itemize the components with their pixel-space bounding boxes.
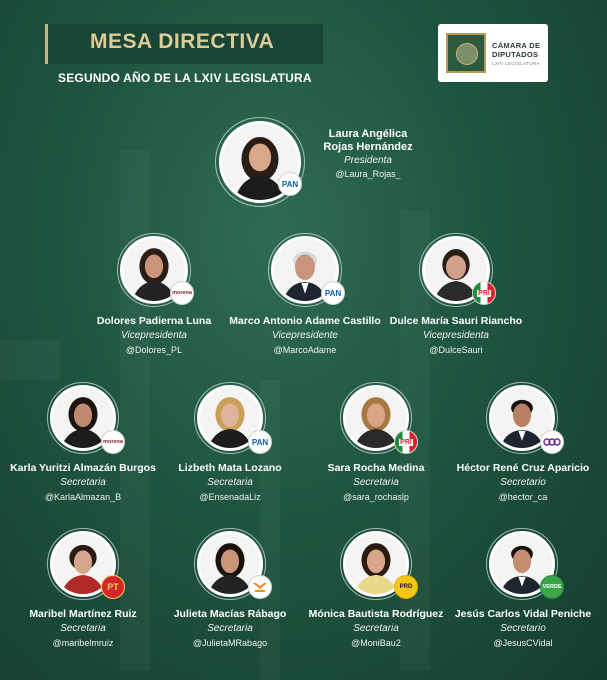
secretary-handle[interactable]: @sara_rochaslp: [343, 492, 409, 502]
secretary-name: Mónica Bautista Rodríguez: [308, 608, 444, 620]
page-subtitle: SEGUNDO AÑO DE LA LXIV LEGISLATURA: [58, 71, 312, 85]
secretary-handle[interactable]: @JesusCVidal: [493, 638, 553, 648]
president-role: Presidenta: [344, 155, 392, 166]
morena-logo-icon: morena: [170, 281, 194, 305]
secretary-role: Secretaria: [353, 477, 399, 488]
secretary-role: Secretaria: [207, 477, 253, 488]
secretary-name: Karla Yuritzi Almazán Burgos: [10, 462, 156, 474]
logo-text-line1: CÁMARA DE: [492, 41, 541, 50]
secretary-handle[interactable]: @JulietaMRabago: [192, 638, 268, 648]
pan-logo-icon: PAN: [321, 281, 345, 305]
vicepresident-name: Dolores Padierna Luna: [96, 315, 212, 327]
president-handle[interactable]: @Laura_Rojas_: [335, 169, 401, 179]
pan-logo-icon: PAN: [248, 430, 272, 454]
encuentro-social-logo-icon: [540, 430, 564, 454]
president-name: Laura Angélica: [328, 128, 408, 140]
pri-logo-icon: PRI: [472, 281, 496, 305]
vicepresident-name: Dulce María Sauri Riancho: [389, 315, 523, 327]
secretary-name: Sara Rocha Medina: [327, 462, 425, 474]
secretary-role: Secretaria: [60, 477, 106, 488]
camara-logo: [438, 24, 548, 82]
secretary-role: Secretario: [500, 477, 546, 488]
logo-text-line3: LXIV LEGISLATURA: [492, 61, 541, 66]
page-title: MESA DIRECTIVA: [90, 30, 275, 53]
logo-text-line2: DIPUTADOS: [492, 50, 539, 59]
morena-logo-icon: morena: [101, 430, 125, 454]
secretary-role: Secretaria: [353, 623, 399, 634]
secretary-handle[interactable]: @EnsenadaLiz: [199, 492, 261, 502]
vicepresident-handle[interactable]: @Dolores_PL: [125, 345, 183, 355]
pt-logo-icon: PT: [101, 575, 125, 599]
secretary-handle[interactable]: @MoniBau2: [351, 638, 401, 648]
seal-icon: [446, 33, 486, 73]
secretary-role: Secretaria: [60, 623, 106, 634]
vicepresident-name: Marco Antonio Adame Castillo: [229, 315, 381, 327]
secretary-handle[interactable]: @maribelmruiz: [52, 638, 114, 648]
secretary-role: Secretaria: [207, 623, 253, 634]
secretary-name: Jesús Carlos Vidal Peniche: [454, 608, 592, 620]
movimiento-ciudadano-logo-icon: [248, 575, 272, 599]
vicepresident-role: Vicepresidenta: [423, 330, 489, 341]
prd-logo-icon: PRD: [394, 575, 418, 599]
secretary-role: Secretario: [500, 623, 546, 634]
secretary-name: Lizbeth Mata Lozano: [178, 462, 282, 474]
secretary-name: Maribel Martínez Ruiz: [29, 608, 137, 620]
secretary-handle[interactable]: @hector_ca: [498, 492, 548, 502]
pri-logo-icon: PRI: [394, 430, 418, 454]
vicepresident-role: Vicepresidenta: [121, 330, 187, 341]
secretary-handle[interactable]: @KarlaAlmazan_B: [44, 492, 122, 502]
secretary-name: Héctor René Cruz Aparicio: [456, 462, 590, 474]
pan-logo-icon: PAN: [278, 172, 302, 196]
secretary-name: Julieta Macías Rábago: [173, 608, 287, 620]
vicepresident-handle[interactable]: @DulceSauri: [429, 345, 483, 355]
verde-logo-icon: VERDE: [540, 575, 564, 599]
vicepresident-role: Vicepresidente: [272, 330, 338, 341]
vicepresident-handle[interactable]: @MarcoAdame: [273, 345, 337, 355]
president-name-line2: Rojas Hernández: [323, 141, 413, 153]
